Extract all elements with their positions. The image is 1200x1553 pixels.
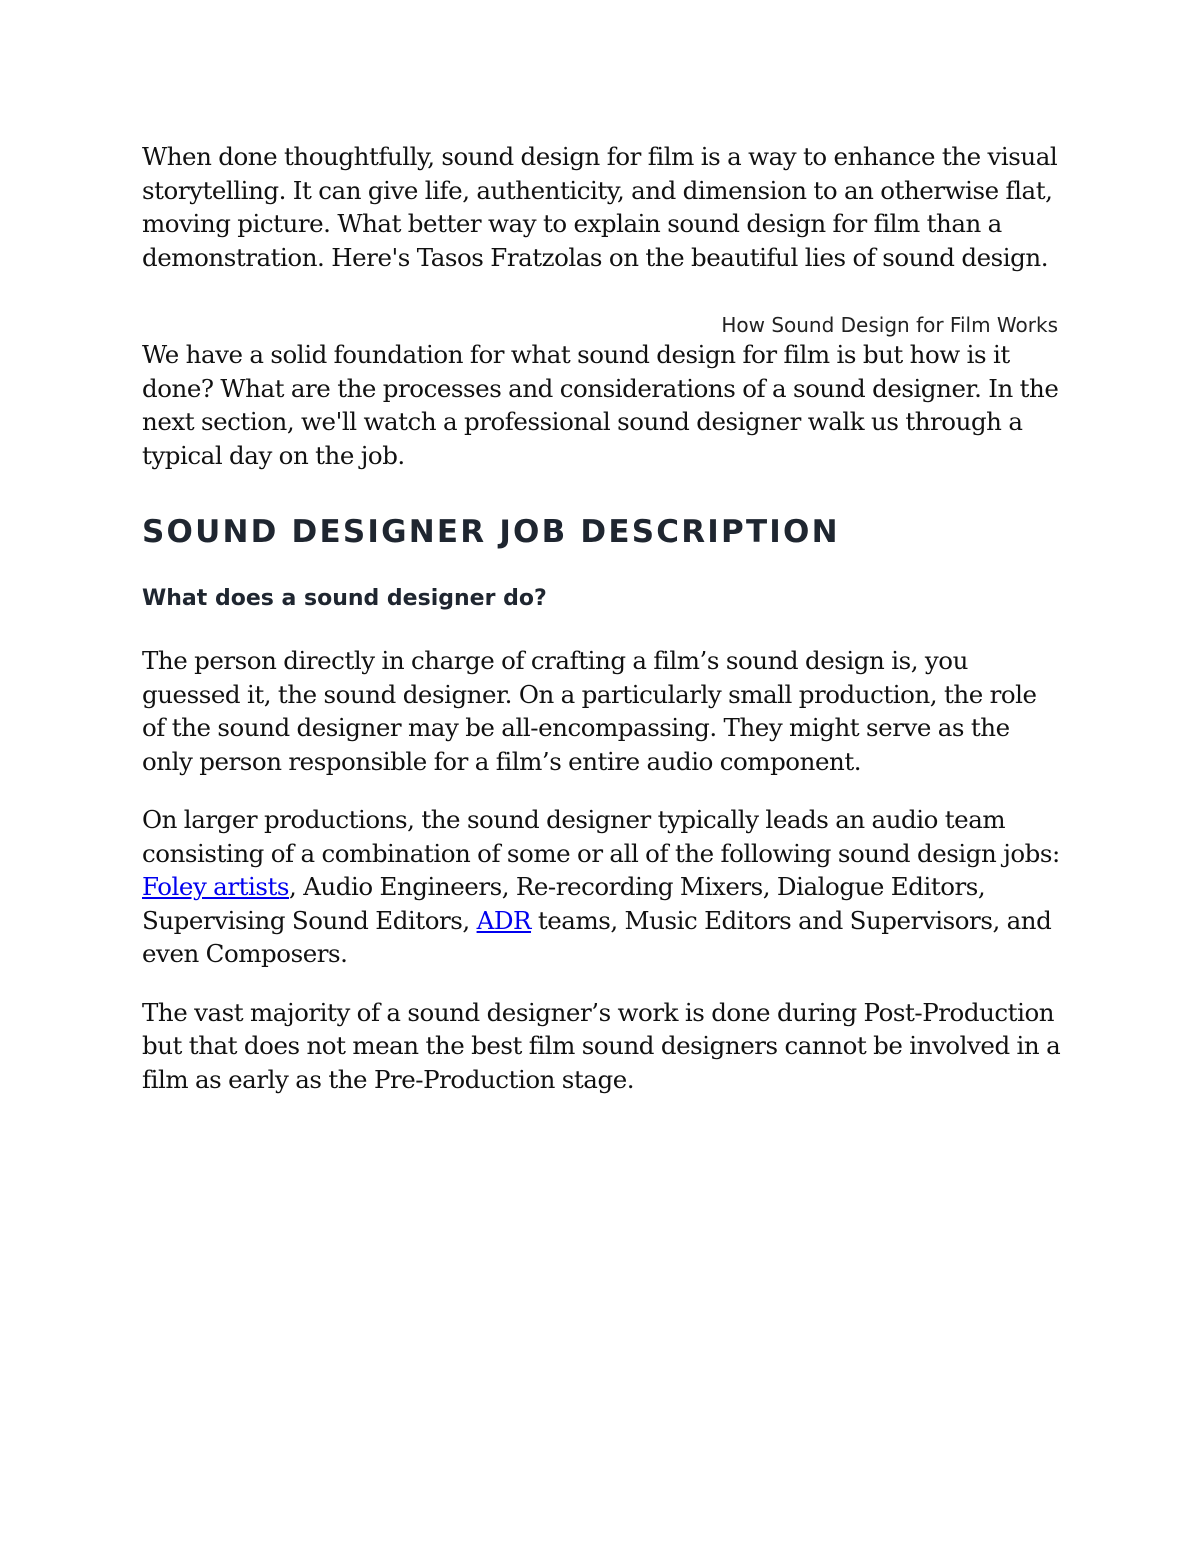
intro-paragraph: When done thoughtfully, sound design for film is a way to enhance the visual storytelling. It can give life, authenticity, and dimension to an otherwise flat, moving picture. What better way to explain sound design for film than a demonstration. Here's Tasos Fratzolas on the beautiful lies of sound design. — [142, 142, 1058, 272]
section-subheading: What does a sound designer do? — [142, 586, 547, 611]
adr-link[interactable]: ADR — [476, 905, 532, 935]
video-caption: How Sound Design for Film Works — [721, 313, 1058, 337]
audio-team-paragraph — [142, 803, 1062, 971]
audio-team-text-3: teams, Music Editors and Supervisors, and even Composers. — [142, 905, 1052, 968]
post-production-paragraph: The vast majority of a sound designer’s work is done during Post-Production but that does not mean the best film sound designers cannot be involved in a film as early as the Pre-Production stage. — [142, 997, 1061, 1094]
audio-team-text-1: On larger productions, the sound designer typically leads an audio team consisting of a combination of some or all of the following sound design jobs: — [142, 805, 1060, 868]
document-page — [142, 140, 1062, 1096]
foley-artists-link[interactable]: Foley artists — [142, 872, 290, 901]
process-paragraph: We have a solid foundation for what sound design for film is but how is it done? What are the processes and considerations of a sound designer. In the next section, we'll watch a professional sound designer walk us through a typical day on the job. — [142, 340, 1059, 470]
section-heading: SOUND DESIGNER JOB DESCRIPTION — [142, 514, 840, 550]
audio-team-text-2: , Audio Engineers, Re-recording Mixers, Dialogue Editors, Supervising Sound Editors, — [142, 872, 986, 935]
sound-designer-role-paragraph: The person directly in charge of crafting a film’s sound design is, you guessed it, the sound designer. On a particularly small production, the role of the sound designer may be all-encompassing. They might serve as the only person responsible for a film’s entire audio component. — [142, 646, 1037, 776]
